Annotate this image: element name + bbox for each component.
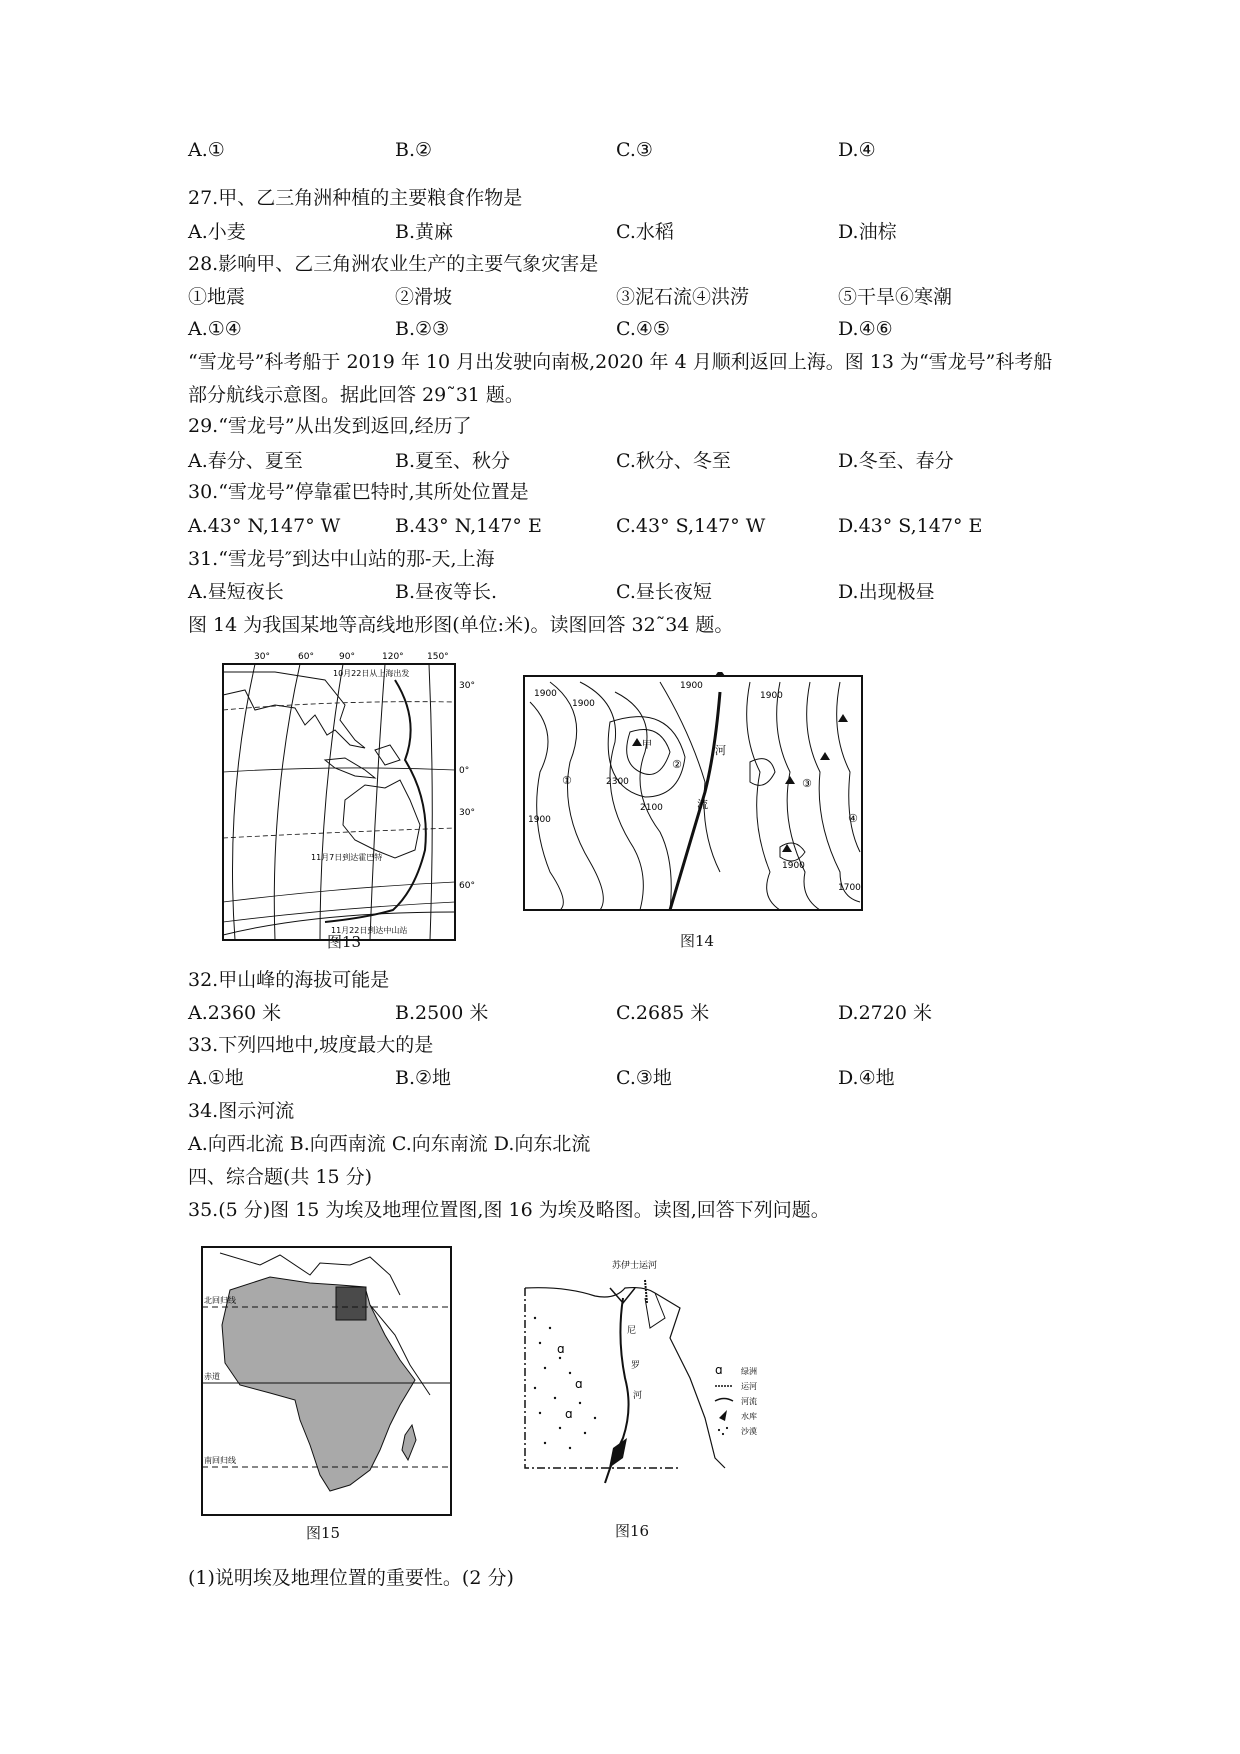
q26-option-d: D.④	[838, 139, 876, 161]
q33-options	[188, 1065, 1088, 1091]
figure-13-route-map	[215, 650, 475, 950]
q31-option-d: D.出现极昼	[838, 581, 935, 603]
q35-sub1: (1)说明埃及地理位置的重要性。(2 分)	[188, 1567, 514, 1589]
legend-desert-label: 沙漠	[741, 1427, 757, 1436]
q26-option-a: A.①	[188, 139, 225, 161]
fig13-lat-label: 30°	[459, 808, 475, 818]
fig14-contour-label: 1700	[838, 883, 861, 893]
figure-15-caption: 图15	[306, 1524, 341, 1542]
q28-item-2: ②滑坡	[395, 286, 453, 308]
q29-option-a: A.春分、夏至	[188, 450, 303, 472]
fig13-lon-label: 60°	[298, 652, 314, 662]
fig14-contour-label: 1900	[680, 681, 703, 691]
legend-reservoir-icon	[719, 1410, 727, 1421]
fig15-tropic-capricorn-label: 南回归线	[204, 1456, 236, 1465]
fig16-nile-char: 尼	[627, 1326, 637, 1336]
q29-options	[188, 448, 1088, 474]
q30-option-a: A.43° N,147° W	[188, 515, 341, 537]
q35-stem: 35.(5 分)图 15 为埃及地理位置图,图 16 为埃及略图。读图,回答下列问题。	[188, 1199, 830, 1221]
q31-option-c: C.昼长夜短	[616, 581, 712, 603]
q28-option-d: D.④⑥	[838, 318, 893, 340]
q26-options	[188, 137, 1088, 163]
fig15-tropic-cancer-label: 北回归线	[204, 1296, 236, 1305]
fig14-mark-1: ①	[562, 774, 572, 787]
q27-option-a: A.小麦	[188, 221, 246, 243]
fig14-contour-label: 2300	[606, 777, 629, 787]
q30-option-b: B.43° N,147° E	[395, 515, 542, 537]
fig13-lon-label: 150°	[427, 652, 449, 662]
q33-option-d: D.④地	[838, 1067, 895, 1089]
q31-option-a: A.昼短夜长	[188, 581, 284, 603]
svg-text:ɑ: ɑ	[565, 1407, 573, 1421]
fig13-note-depart: 10月22日从上海出发	[333, 669, 410, 678]
q33-option-b: B.②地	[395, 1067, 452, 1089]
q30-options	[188, 513, 1088, 539]
fig14-mark-3: ③	[802, 777, 812, 790]
fig13-lat-label: 0°	[459, 766, 470, 776]
q27-stem: 27.甲、乙三角洲种植的主要粮食作物是	[188, 187, 523, 209]
q30-option-d: D.43° S,147° E	[838, 515, 983, 537]
q27-option-d: D.油棕	[838, 221, 897, 243]
q33-option-c: C.③地	[616, 1067, 672, 1089]
q26-option-b: B.②	[395, 139, 433, 161]
legend-oasis-label: 绿洲	[741, 1367, 757, 1376]
q29-option-b: B.夏至、秋分	[395, 450, 511, 472]
svg-text:ɑ: ɑ	[557, 1342, 565, 1356]
q29-stem: 29.“雪龙号”从出发到返回,经历了	[188, 415, 472, 437]
figure-14-caption: 图14	[680, 932, 715, 950]
fig16-nile-char: 罗	[631, 1361, 641, 1371]
fig14-contour-label: 1900	[572, 699, 595, 709]
q32-option-c: C.2685 米	[616, 1002, 710, 1024]
q31-options	[188, 579, 1088, 605]
figure-16-egypt-sketch	[505, 1258, 785, 1548]
fig14-contour-label: 1900	[534, 689, 557, 699]
q28-option-b: B.②③	[395, 318, 450, 340]
fig13-lon-label: 30°	[254, 652, 270, 662]
q32-options	[188, 1000, 1088, 1026]
legend-canal-label: 运河	[741, 1382, 757, 1391]
legend-reservoir-label: 水库	[741, 1412, 757, 1421]
q30-option-c: C.43° S,147° W	[616, 515, 766, 537]
q26-option-c: C.③	[616, 139, 653, 161]
fig14-contour-label: 1900	[528, 815, 551, 825]
figure-14-contour-map	[520, 672, 870, 952]
legend-desert-icon	[718, 1427, 728, 1435]
q28-item-3: ③泥石流④洪涝	[616, 286, 750, 308]
figure-13-caption: 图13	[327, 933, 362, 951]
q28-option-c: C.④⑤	[616, 318, 670, 340]
q27-option-c: C.水稻	[616, 221, 674, 243]
figure-15-egypt-location	[200, 1245, 455, 1545]
q32-stem: 32.甲山峰的海拔可能是	[188, 969, 390, 991]
fig13-lon-label: 120°	[382, 652, 404, 662]
q33-stem: 33.下列四地中,坡度最大的是	[188, 1034, 434, 1056]
intro-29-31: “雪龙号”科考船于 2019 年 10 月出发驶向南极,2020 年 4 月顺利返回上海。图 13 为“雪龙号”科考船部分航线示意图。据此回答 29˜31 题。	[188, 351, 1053, 406]
fig14-river-char: 河	[715, 744, 726, 757]
fig13-lat-label: 60°	[459, 881, 475, 891]
legend-oasis-icon: ɑ	[715, 1363, 723, 1377]
fig16-suez-label: 苏伊士运河	[612, 1261, 658, 1271]
figure-16-caption: 图16	[615, 1522, 650, 1540]
svg-text:ɑ: ɑ	[575, 1377, 583, 1391]
q27-options	[188, 219, 1088, 245]
q32-option-d: D.2720 米	[838, 1002, 932, 1024]
fig13-lon-label: 90°	[339, 652, 355, 662]
q28-options	[188, 316, 1088, 342]
fig13-lat-label: 30°	[459, 681, 475, 691]
q28-item-4: ⑤干旱⑥寒潮	[838, 286, 953, 308]
fig14-mark-jia: 甲	[642, 740, 652, 751]
intro-32-34: 图 14 为我国某地等高线地形图(单位:米)。读图回答 32˜34 题。	[188, 614, 734, 636]
q34-options: A.向西北流 B.向西南流 C.向东南流 D.向东北流	[188, 1133, 591, 1155]
q31-stem: 31.“雪龙号″到达中山站的那-天,上海	[188, 548, 495, 570]
q32-option-a: A.2360 米	[188, 1002, 282, 1024]
q32-option-b: B.2500 米	[395, 1002, 489, 1024]
fig16-nile-char: 河	[633, 1391, 643, 1401]
q34-stem: 34.图示河流	[188, 1100, 295, 1122]
q28-stem: 28.影响甲、乙三角洲农业生产的主要气象灾害是	[188, 253, 599, 275]
fig14-mark-4: ④	[848, 812, 858, 825]
fig14-contour-label: 1900	[760, 691, 783, 701]
fig14-contour-label: 1900	[782, 861, 805, 871]
fig14-contour-label: 2100	[640, 803, 663, 813]
fig14-river-char: 流	[697, 798, 708, 811]
q28-item-1: ①地震	[188, 286, 246, 308]
q33-option-a: A.①地	[188, 1067, 244, 1089]
legend-river-label: 河流	[741, 1397, 757, 1406]
fig15-equator-label: 赤道	[204, 1372, 220, 1381]
fig14-mark-2: ②	[672, 758, 682, 771]
q30-stem: 30.“雪龙号”停靠霍巴特时,其所处位置是	[188, 481, 529, 503]
section-4-heading: 四、综合题(共 15 分)	[188, 1166, 373, 1188]
q31-option-b: B.昼夜等长.	[395, 581, 498, 603]
q28-option-a: A.①④	[188, 318, 242, 340]
fig13-note-zhongshan: 11月22日到达中山站	[331, 926, 408, 935]
q29-option-c: C.秋分、冬至	[616, 450, 731, 472]
legend-river-icon	[715, 1399, 733, 1402]
q29-option-d: D.冬至、春分	[838, 450, 954, 472]
q28-items	[188, 284, 1088, 310]
q27-option-b: B.黄麻	[395, 221, 454, 243]
egypt-highlight	[336, 1287, 366, 1320]
fig13-note-hobart: 11月7日到达霍巴特	[311, 853, 383, 862]
